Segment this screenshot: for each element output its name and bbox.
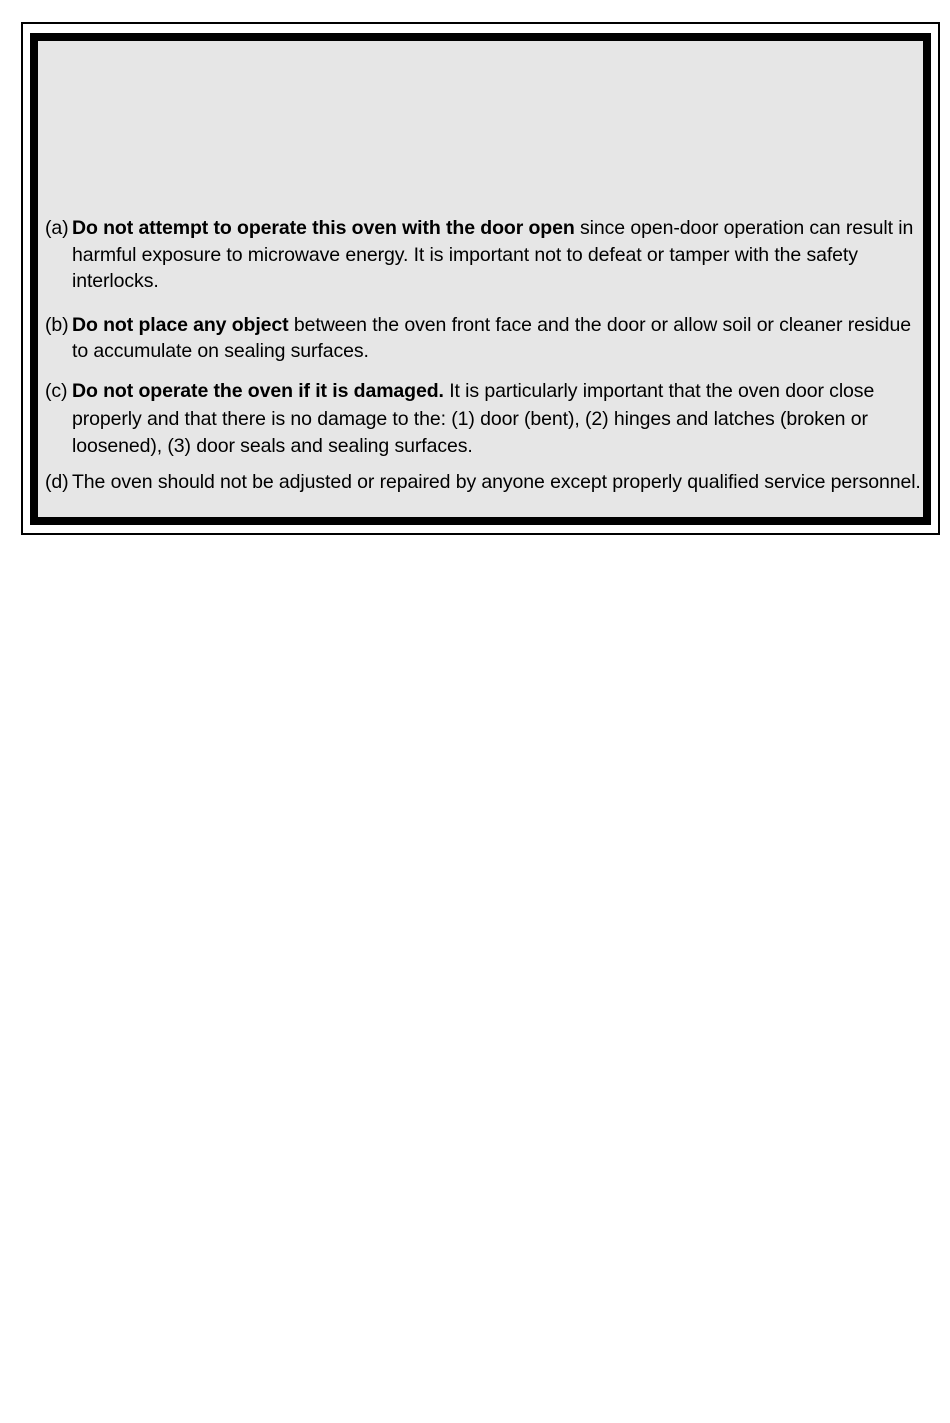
item-marker: (d) — [45, 471, 69, 493]
precaution-item-b — [45, 312, 925, 364]
safety-notice-panel — [30, 33, 931, 525]
item-bold-text: Do not place any object — [72, 314, 289, 336]
precaution-item-d — [45, 471, 925, 494]
item-body-text: The oven should not be adjusted or repaired by anyone except properly qualified service personnel. — [72, 471, 921, 493]
item-body-text: It is particularly important that the oven door close properly and that there is no damage to the: (1) door (bent), (2) hinges and latches (broken or loosened), (3) door seals and sealing surfaces. — [72, 380, 875, 457]
item-body-text: since open-door operation can result in harmful exposure to microwave energy. It is important not to defeat or tamper with the safety interlocks. — [72, 217, 914, 292]
item-text — [45, 312, 925, 364]
precaution-item-c — [45, 378, 925, 461]
item-marker: (a) — [45, 217, 69, 239]
precaution-item-a — [45, 215, 925, 295]
item-text — [45, 378, 925, 461]
item-marker: (b) — [45, 314, 69, 336]
item-text — [45, 471, 925, 494]
item-bold-text: Do not attempt to operate this oven with the door open — [72, 217, 575, 239]
item-bold-text: Do not operate the oven if it is damaged. — [72, 380, 444, 402]
item-body-text: between the oven front face and the door or allow soil or cleaner residue to accumulate on sealing surfaces. — [72, 314, 911, 362]
notice-outer-frame — [21, 22, 940, 535]
item-text — [45, 215, 925, 295]
item-marker: (c) — [45, 380, 68, 402]
